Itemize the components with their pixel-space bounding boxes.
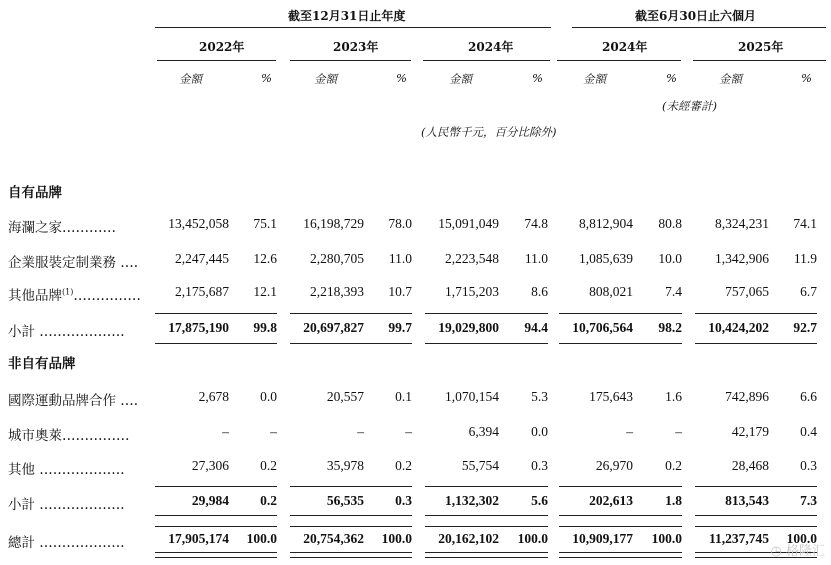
subtotal-rule [425, 313, 548, 314]
amount-cell: 10,909,177 [572, 531, 633, 546]
amount-header: 金額 [449, 72, 472, 86]
row-label: 小計 ………………. [8, 324, 125, 340]
amount-cell: 8,812,904 [579, 216, 633, 231]
percent-cell: 98.2 [658, 320, 682, 335]
amount-cell: 15,091,049 [438, 216, 499, 231]
percent-cell: 100.0 [651, 531, 682, 546]
amount-cell: 2,280,705 [310, 251, 364, 266]
header-fy-rule [155, 27, 551, 28]
amount-cell: 27,306 [191, 458, 229, 473]
amount-cell: – [357, 424, 364, 439]
amount-cell: 10,706,564 [572, 320, 633, 335]
year-header: 2024年 [602, 40, 648, 54]
row-label: 城市奧萊…………… [8, 428, 130, 444]
amount-cell: 202,613 [589, 493, 633, 508]
amount-cell: 28,468 [731, 458, 769, 473]
percent-cell: 74.1 [793, 216, 817, 231]
amount-cell: 16,198,729 [303, 216, 364, 231]
amount-cell: 1,715,203 [445, 284, 499, 299]
year-header: 2024年 [468, 40, 514, 54]
subtotal-rule [290, 526, 412, 527]
percent-cell: 92.7 [793, 320, 817, 335]
year-rule [693, 60, 826, 61]
row-label: 其他品牌$^{(1)}$…………… [8, 287, 141, 304]
percent-cell: 11.0 [524, 251, 548, 266]
percent-cell: 7.4 [665, 284, 682, 299]
row-label: 國際運動品牌合作 …. [8, 393, 139, 409]
watermark-logo: ◷ 格隆汇 [770, 544, 825, 559]
year-header: 2022年 [199, 40, 245, 54]
row-label: 總計 ………………. [8, 535, 125, 551]
subtotal-rule [559, 515, 682, 516]
amount-cell: 13,452,058 [168, 216, 229, 231]
percent-cell: 100.0 [246, 531, 277, 546]
percent-cell: 78.0 [388, 216, 412, 231]
amount-cell: 11,237,745 [708, 531, 769, 546]
percent-cell: 99.8 [253, 320, 277, 335]
percent-cell: 1.8 [665, 493, 682, 508]
amount-cell: 20,162,102 [438, 531, 499, 546]
amount-cell: 17,875,190 [168, 320, 229, 335]
percent-cell: 0.4 [800, 424, 817, 439]
percent-cell: 0.3 [531, 458, 548, 473]
percent-cell: 8.6 [531, 284, 548, 299]
amount-cell: 1,085,639 [579, 251, 633, 266]
subtotal-rule [425, 526, 548, 527]
amount-cell: 742,896 [725, 389, 769, 404]
subtotal-rule [425, 486, 548, 487]
header-6m-rule [572, 27, 826, 28]
header-fiscal-year: 截至12月31日止年度 [288, 9, 406, 23]
percent-cell: 100.0 [517, 531, 548, 546]
amount-cell: 1,132,302 [445, 493, 499, 508]
units-note: (人民幣千元，百分比除外) [421, 125, 557, 139]
percent-cell: 0.1 [395, 389, 412, 404]
percent-cell: 6.6 [800, 389, 817, 404]
subtotal-rule [695, 486, 817, 487]
amount-header: 金額 [179, 72, 202, 86]
total-double-rule [155, 552, 277, 558]
amount-cell: 20,754,362 [303, 531, 364, 546]
subtotal-rule [559, 486, 682, 487]
row-label: 企業服裝定制業務 …. [8, 255, 139, 271]
year-rule [557, 60, 681, 61]
percent-cell: 0.0 [531, 424, 548, 439]
section-non-own-brands: 非自有品牌 [8, 356, 76, 372]
amount-cell: 19,029,800 [438, 320, 499, 335]
percent-cell: 10.0 [658, 251, 682, 266]
amount-cell: 26,970 [595, 458, 633, 473]
percent-cell: 99.7 [388, 320, 412, 335]
percent-cell: – [405, 424, 412, 439]
percent-header: % [261, 71, 272, 85]
percent-cell: 0.3 [395, 493, 412, 508]
year-header: 2023年 [333, 40, 379, 54]
amount-cell: – [222, 424, 229, 439]
amount-cell: 55,754 [461, 458, 499, 473]
amount-header: 金額 [719, 72, 742, 86]
amount-cell: 175,643 [589, 389, 633, 404]
subtotal-rule [695, 313, 817, 314]
row-label: 其他 ………………. [8, 462, 125, 478]
percent-cell: 5.6 [531, 493, 548, 508]
year-header: 2025年 [738, 40, 784, 54]
amount-cell: 757,065 [725, 284, 769, 299]
subtotal-rule [155, 343, 277, 344]
year-rule [423, 60, 550, 61]
amount-cell: 1,070,154 [445, 389, 499, 404]
amount-cell: 1,342,906 [715, 251, 769, 266]
subtotal-rule [290, 343, 412, 344]
subtotal-rule [155, 526, 277, 527]
percent-cell: 6.7 [800, 284, 817, 299]
subtotal-rule [155, 486, 277, 487]
percent-cell: 0.2 [395, 458, 412, 473]
year-rule [157, 60, 276, 61]
subtotal-rule [290, 515, 412, 516]
subtotal-rule [425, 343, 548, 344]
percent-cell: 11.9 [793, 251, 817, 266]
amount-header: 金額 [314, 72, 337, 86]
amount-cell: 29,984 [191, 493, 229, 508]
subtotal-rule [559, 343, 682, 344]
subtotal-rule [290, 313, 412, 314]
percent-cell: 94.4 [524, 320, 548, 335]
amount-cell: 10,424,202 [708, 320, 769, 335]
section-own-brands: 自有品牌 [8, 185, 62, 201]
amount-cell: 17,905,174 [168, 531, 229, 546]
header-six-months: 截至6月30日止六個月 [635, 9, 757, 23]
amount-cell: 56,535 [326, 493, 364, 508]
percent-cell: 100.0 [381, 531, 412, 546]
subtotal-rule [695, 515, 817, 516]
amount-cell: 2,678 [198, 389, 229, 404]
percent-cell: 7.3 [800, 493, 817, 508]
percent-cell: 80.8 [658, 216, 682, 231]
subtotal-rule [695, 343, 817, 344]
percent-cell: 11.0 [388, 251, 412, 266]
percent-header: % [801, 71, 812, 85]
subtotal-rule [559, 313, 682, 314]
amount-cell: 6,394 [468, 424, 499, 439]
amount-cell: 2,247,445 [175, 251, 229, 266]
subtotal-rule [559, 526, 682, 527]
percent-cell: 12.1 [253, 284, 277, 299]
subtotal-rule [290, 486, 412, 487]
amount-cell: 20,697,827 [303, 320, 364, 335]
amount-cell: 2,175,687 [175, 284, 229, 299]
amount-cell: – [626, 424, 633, 439]
percent-cell: – [675, 424, 682, 439]
percent-cell: – [270, 424, 277, 439]
total-double-rule [290, 552, 412, 558]
percent-cell: 0.2 [260, 458, 277, 473]
amount-cell: 20,557 [326, 389, 364, 404]
percent-cell: 0.3 [800, 458, 817, 473]
percent-cell: 100.0 [786, 531, 817, 546]
unaudited-note: (未經審計) [662, 99, 717, 113]
row-label: 小計 ………………. [8, 497, 125, 513]
subtotal-rule [425, 515, 548, 516]
year-rule [290, 60, 411, 61]
subtotal-rule [155, 313, 277, 314]
amount-cell: 2,223,548 [445, 251, 499, 266]
percent-cell: 10.7 [388, 284, 412, 299]
amount-cell: 2,218,393 [310, 284, 364, 299]
total-double-rule [425, 552, 548, 558]
percent-cell: 0.2 [260, 493, 277, 508]
percent-header: % [532, 71, 543, 85]
percent-cell: 75.1 [253, 216, 277, 231]
subtotal-rule [695, 526, 817, 527]
amount-cell: 35,978 [326, 458, 364, 473]
percent-cell: 5.3 [531, 389, 548, 404]
total-double-rule [559, 552, 682, 558]
percent-cell: 12.6 [253, 251, 277, 266]
amount-header: 金額 [583, 72, 606, 86]
percent-cell: 0.0 [260, 389, 277, 404]
amount-cell: 813,543 [725, 493, 769, 508]
percent-header: % [396, 71, 407, 85]
percent-cell: 1.6 [665, 389, 682, 404]
percent-cell: 74.8 [524, 216, 548, 231]
amount-cell: 8,324,231 [715, 216, 769, 231]
percent-cell: 0.2 [665, 458, 682, 473]
amount-cell: 808,021 [589, 284, 633, 299]
subtotal-rule [155, 515, 277, 516]
percent-header: % [666, 71, 677, 85]
amount-cell: 42,179 [731, 424, 769, 439]
row-label: 海瀾之家………… [8, 220, 116, 236]
